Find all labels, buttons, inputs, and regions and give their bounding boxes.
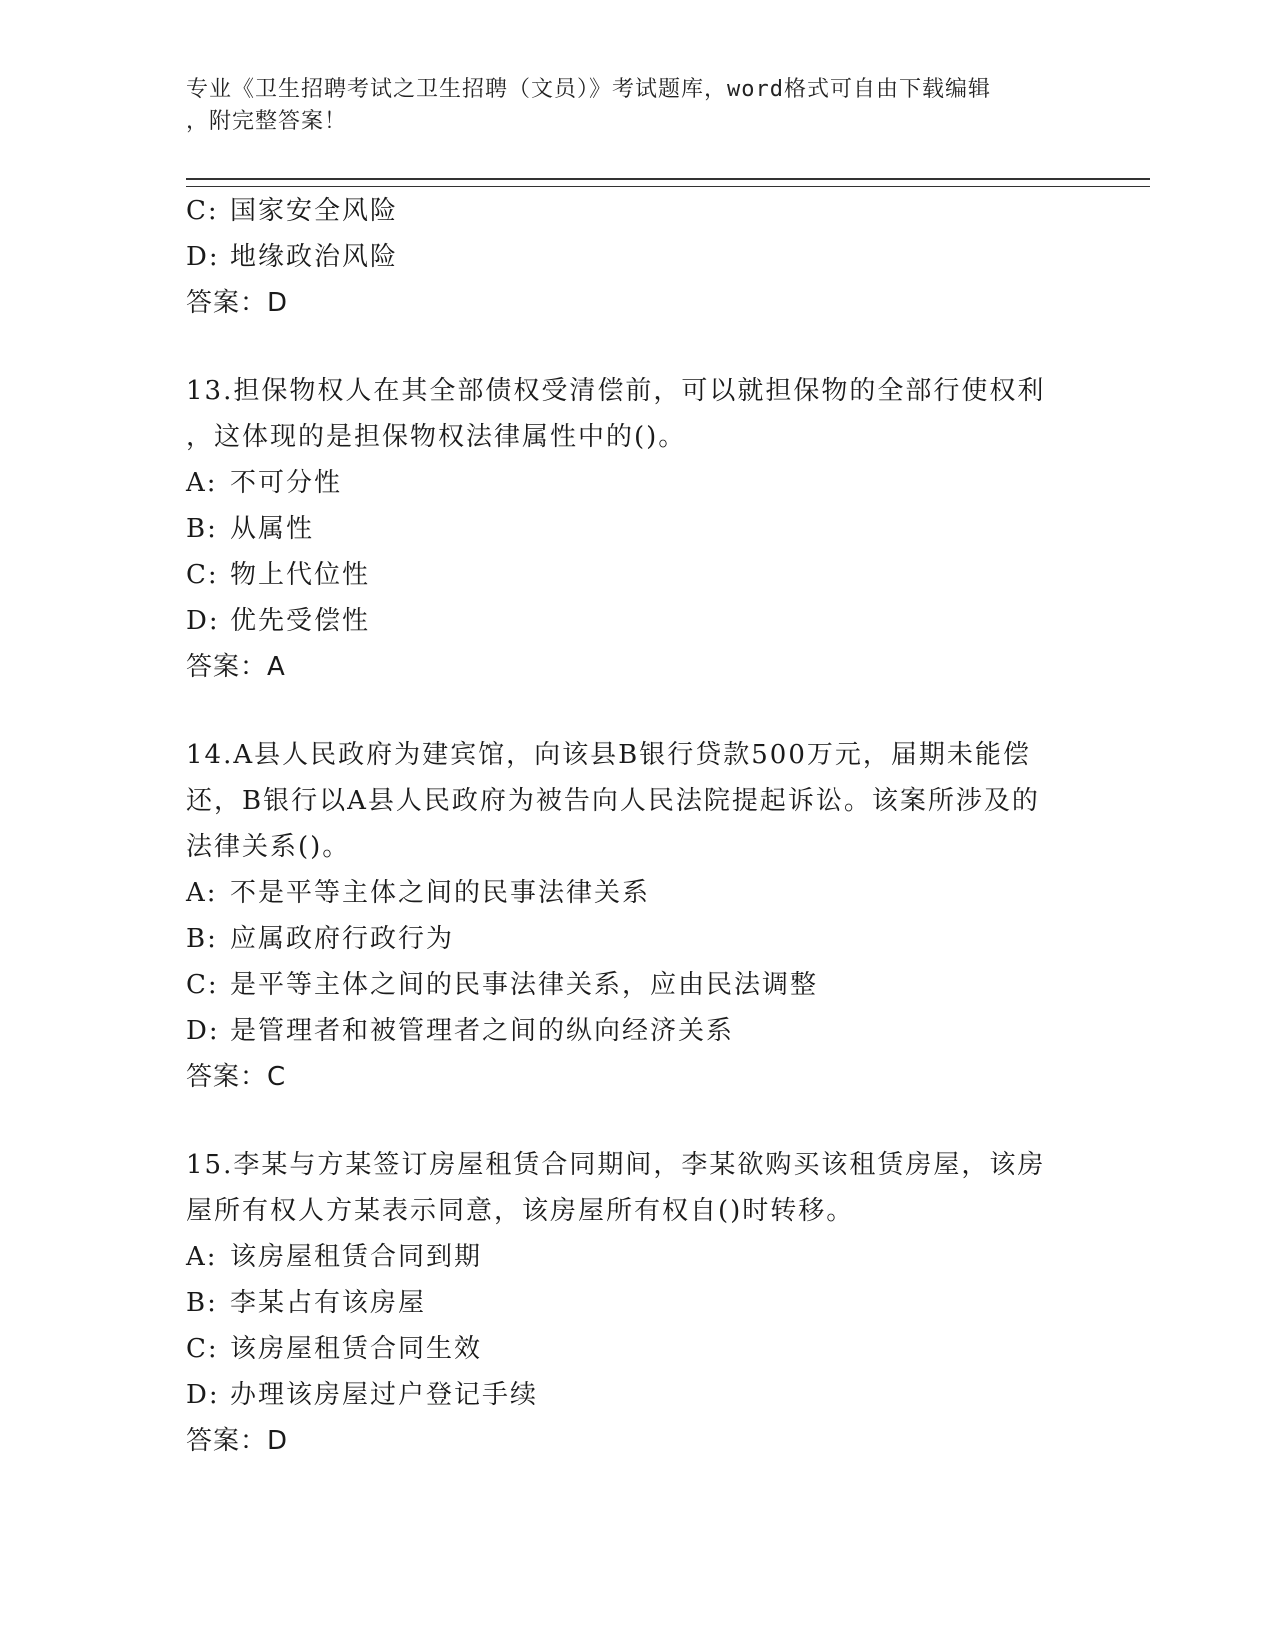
option-a bbox=[186, 870, 1086, 916]
option-letter: A: bbox=[186, 1242, 218, 1272]
option-b bbox=[186, 1280, 1086, 1326]
option-c bbox=[186, 552, 1086, 598]
option-c bbox=[186, 1326, 1086, 1372]
option-letter: C: bbox=[186, 1334, 219, 1364]
option-letter: D: bbox=[186, 1016, 220, 1046]
option-text: 从属性 bbox=[230, 514, 315, 544]
option-text: 地缘政治风险 bbox=[230, 242, 399, 272]
answer-line: 答案：C bbox=[186, 1062, 287, 1092]
option-d bbox=[186, 234, 1086, 280]
option-c bbox=[186, 188, 1086, 234]
answer-line: 答案：D bbox=[186, 1426, 289, 1456]
question-14 bbox=[186, 732, 1086, 1100]
question-15 bbox=[186, 1142, 1086, 1464]
question-text-line: 13.担保物权人在其全部债权受清偿前，可以就担保物的全部行使权利 bbox=[186, 376, 1046, 406]
option-text: 是管理者和被管理者之间的纵向经济关系 bbox=[230, 1016, 735, 1046]
option-b bbox=[186, 506, 1086, 552]
option-letter: D: bbox=[186, 1380, 220, 1410]
question-text-line: 14.A县人民政府为建宾馆，向该县B银行贷款500万元，届期未能偿 bbox=[186, 740, 1031, 770]
option-text: 国家安全风险 bbox=[230, 196, 399, 226]
page-header bbox=[186, 74, 1066, 138]
option-text: 物上代位性 bbox=[230, 560, 371, 590]
option-d bbox=[186, 1008, 1086, 1054]
option-a bbox=[186, 1234, 1086, 1280]
option-letter: C: bbox=[186, 970, 219, 1000]
carryover-block bbox=[186, 188, 1086, 326]
option-letter: C: bbox=[186, 196, 219, 226]
option-letter: C: bbox=[186, 560, 219, 590]
question-text-line: 还，B银行以A县人民政府为被告向人民法院提起诉讼。该案所涉及的 bbox=[186, 786, 1040, 816]
question-text-line: 法律关系()。 bbox=[186, 832, 351, 862]
option-text: 是平等主体之间的民事法律关系，应由民法调整 bbox=[230, 970, 819, 1000]
option-text: 李某占有该房屋 bbox=[230, 1288, 427, 1318]
option-c bbox=[186, 962, 1086, 1008]
header-line-1: 专业《卫生招聘考试之卫生招聘（文员）》考试题库，word格式可自由下载编辑 bbox=[186, 77, 991, 102]
option-text: 应属政府行政行为 bbox=[230, 924, 455, 954]
option-letter: B: bbox=[186, 514, 218, 544]
option-text: 不是平等主体之间的民事法律关系 bbox=[230, 878, 651, 908]
option-letter: B: bbox=[186, 1288, 218, 1318]
header-line-2: ，附完整答案！ bbox=[186, 109, 348, 134]
question-text-line: ，这体现的是担保物权法律属性中的()。 bbox=[186, 422, 687, 452]
header-divider bbox=[186, 178, 1150, 187]
option-b bbox=[186, 916, 1086, 962]
option-letter: B: bbox=[186, 924, 218, 954]
answer-line: 答案：A bbox=[186, 652, 286, 682]
answer-line: 答案：D bbox=[186, 288, 289, 318]
question-list bbox=[186, 188, 1086, 1464]
option-a bbox=[186, 460, 1086, 506]
question-13 bbox=[186, 368, 1086, 690]
option-d bbox=[186, 1372, 1086, 1418]
question-text-line: 15.李某与方某签订房屋租赁合同期间，李某欲购买该租赁房屋，该房 bbox=[186, 1150, 1046, 1180]
option-text: 不可分性 bbox=[230, 468, 343, 498]
option-letter: A: bbox=[186, 878, 218, 908]
question-text-line: 屋所有权人方某表示同意，该房屋所有权自()时转移。 bbox=[186, 1196, 855, 1226]
option-text: 办理该房屋过户登记手续 bbox=[230, 1380, 539, 1410]
option-text: 该房屋租赁合同到期 bbox=[230, 1242, 483, 1272]
option-text: 该房屋租赁合同生效 bbox=[230, 1334, 483, 1364]
option-letter: D: bbox=[186, 242, 220, 272]
option-letter: D: bbox=[186, 606, 220, 636]
option-letter: A: bbox=[186, 468, 218, 498]
option-text: 优先受偿性 bbox=[230, 606, 371, 636]
option-d bbox=[186, 598, 1086, 644]
